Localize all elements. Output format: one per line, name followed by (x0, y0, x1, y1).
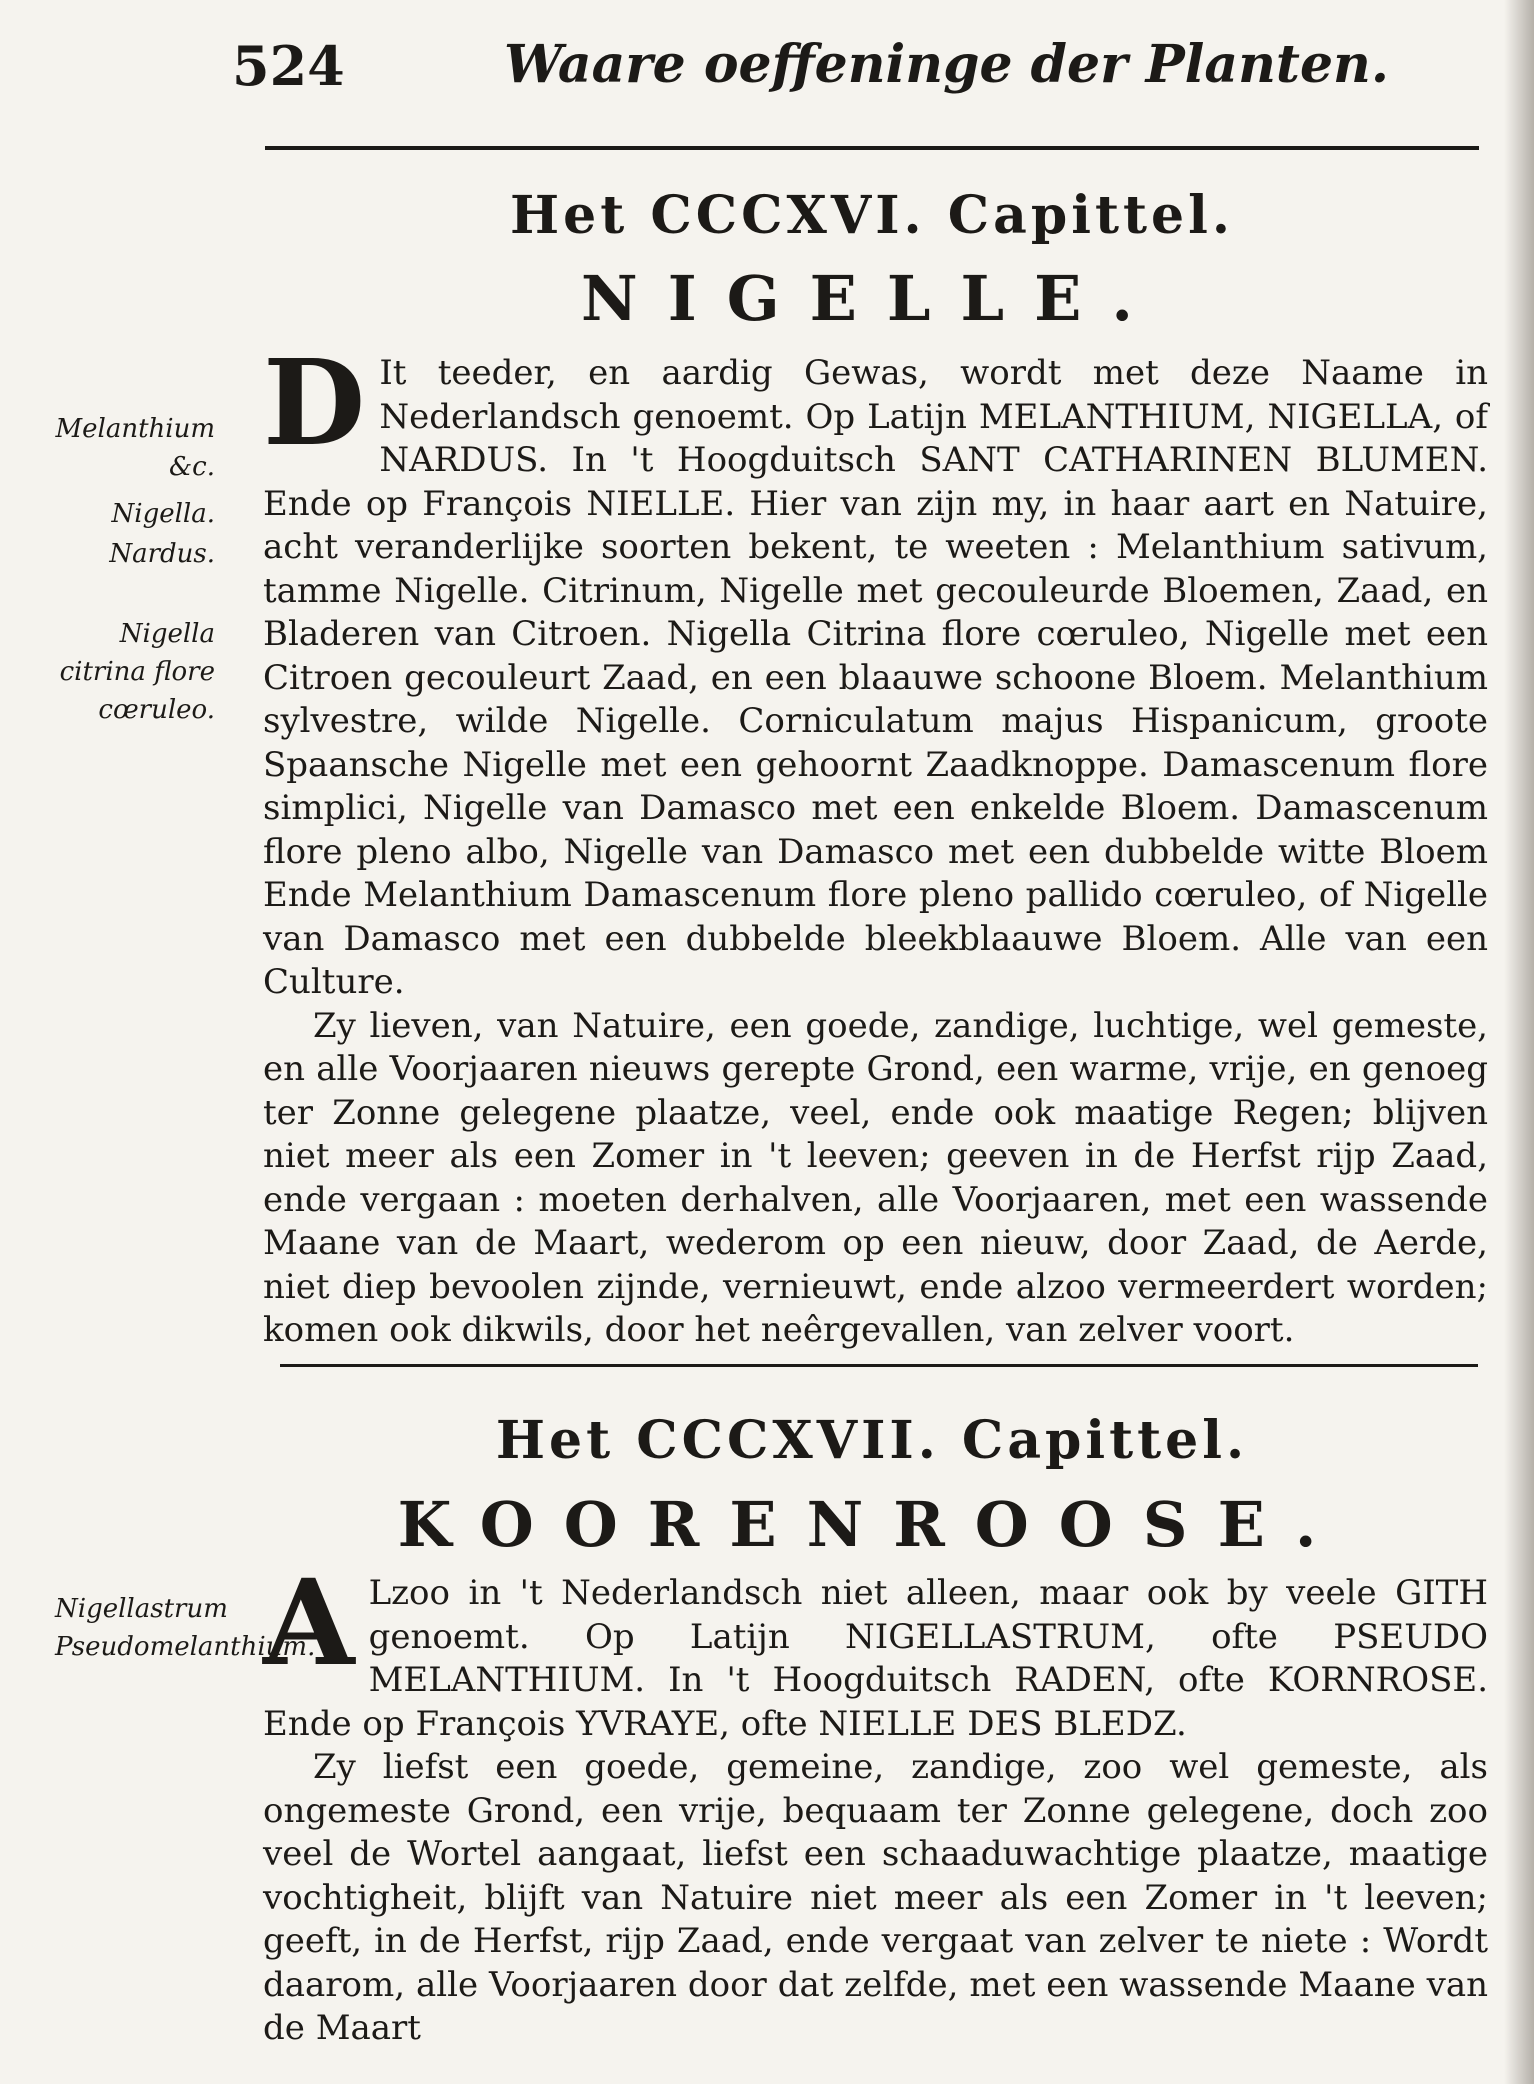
drop-cap: A (263, 1553, 355, 1692)
paragraph: Zy lieven, van Natuire, een goede, zandige, luchtige, wel gemeste, en alle Voorjaaren nieuws gerepte Grond, een warme, vrije, en genoeg ter Zonne gelegene plaatze, veel, ende ook maatige Regen; blijven niet meer als een Zomer in 't leeven; geeven in de Herfst rijp Zaad, ende vergaan : moeten derhalven, alle Voorjaaren, met een wassende Maane van de Maart, wederom op een nieuw, door Zaad, de Aerde, niet diep bevoolen zijnde, vernieuwt, ende alzoo vermeerdert worden; komen ook dikwils, door het neêrgevallen, van zelver voort. (263, 1005, 1488, 1350)
chapter-title: KOORENROOSE. (397, 1488, 1347, 1561)
chapter-body (263, 333, 1488, 1353)
section-rule (280, 1364, 1478, 1367)
header-rule (265, 146, 1479, 150)
running-head (232, 28, 1502, 100)
margin-note: Nigellastrum Pseudomelanthium. (55, 1594, 316, 1662)
paragraph (263, 1553, 1488, 1746)
page-gutter-shadow (1504, 0, 1534, 2084)
margin-note: Nardus. (109, 539, 215, 569)
paragraph (263, 333, 1488, 1005)
margin-note: Melanthium &c. (55, 414, 215, 482)
margin-note: Nigella citrina flore cœruleo. (59, 619, 215, 725)
running-title: Waare oeffeninge der Planten. (504, 34, 1389, 95)
paragraph-text: It teeder, en aardig Gewas, wordt met deze Naame in Nederlandsch genoemt. Op Latijn MELANTHIUM, NIGELLA, of NARDUS. In 't Hoogduitsch SANT CATHARINEN BLUMEN. Ende op François NIELLE. Hier van zijn my, in haar aart en Natuire, acht veranderlijke soorten bekent, te weeten : Melanthium sativum, tamme Nigelle. Citrinum, Nigelle met gecouleurde Bloemen, Zaad, en Bladeren van Citroen. Nigella Citrina flore cœruleo, Nigelle met een Citroen gecouleurt Zaad, en een blaauwe schoone Bloem. Melanthium sylvestre, wilde Nigelle. Corniculatum majus Hispanicum, groote Spaansche Nigelle met een gehoornt Zaadknoppe. Damascenum flore simplici, Nigelle van Damasco met een enkelde Bloem. Damascenum flore pleno albo, Nigelle van Damasco met een dubbelde witte Bloem Ende Melanthium Damascenum flore pleno pallido cœruleo, of Nigelle van Damasco met een dubbelde bleekblaauwe Bloem. Alle van een Culture. (263, 353, 1488, 1002)
chapter-heading: Het CCCXVI. Capittel. (510, 185, 1234, 246)
paragraph-text: Lzoo in 't Nederlandsch niet alleen, maar ook by veele GITH genoemt. Op Latijn NIGELLASTRUM, ofte PSEUDO MELANTHIUM. In 't Hoogduitsch RADEN, ofte KORNROSE. Ende op François YVRAYE, ofte NIELLE DES BLEDZ. (263, 1573, 1488, 1744)
chapter-heading: Het CCCXVII. Capittel. (495, 1410, 1249, 1471)
page-number: 524 (232, 34, 345, 98)
paragraph: Zy liefst een goede, gemeine, zandige, zoo wel gemeste, als ongemeste Grond, een vrije, bequaam ter Zonne gelegene, doch zoo veel de Wortel aangaat, liefst een schaaduwachtige plaatze, maatige vochtigheit, blijft van Natuire niet meer als een Zomer in 't leeven; geeft, in de Herfst, rijp Zaad, ende vergaat van zelver te niete : Wordt daarom, alle Voorjaaren door dat zelfde, met een wassende Maane van de Maart (263, 1747, 1488, 2048)
drop-cap: D (263, 333, 366, 472)
chapter-title: NIGELLE. (581, 262, 1163, 335)
margin-note: Nigella. (111, 499, 215, 529)
chapter-body (263, 1553, 1488, 2051)
